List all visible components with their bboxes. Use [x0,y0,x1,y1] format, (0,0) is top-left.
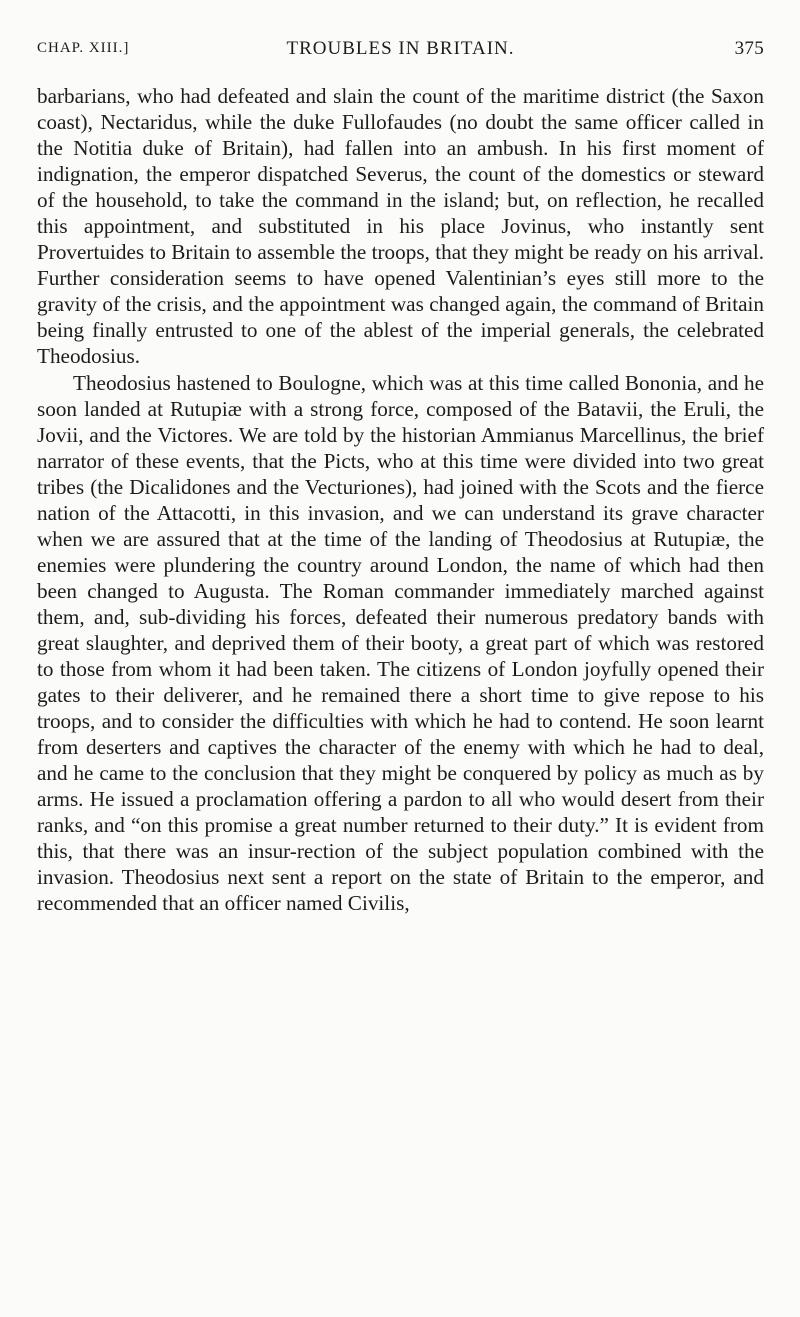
running-title: TROUBLES IN BRITAIN. [286,38,515,59]
paragraph: Theodosius hastened to Boulogne, which was at this time called Bononia, and he soon landed at Rutupiæ with a strong force, composed of the Batavii, the Eruli, the Jovii, and the Victores. We are told by the historian Ammianus Marcellinus, the brief narrator of these events, that the Picts, who at this time were divided into two great tribes (the Dicalidones and the Vecturiones), had joined with the Scots and the fierce nation of the Attacotti, in this invasion, and we can understand its grave character when we are assured that at the time of the landing of Theodosius at Rutupiæ, the enemies were plundering the country around London, the name of which had then been changed to Augusta. The Roman commander immediately marched against them, and, sub-dividing his forces, defeated their numerous predatory bands with great slaughter, and deprived them of their booty, a great part of which was restored to those from whom it had been taken. The citizens of London joyfully opened their gates to their deliverer, and he remained there a short time to give repose to his troops, and to consider the difficulties with which he had to contend. He soon learnt from deserters and captives the character of the enemy with which he had to deal, and he came to the conclusion that they might be conquered by policy as much as by arms. He issued a proclamation offering a pardon to all who would desert from their ranks, and “on this promise a great number returned to their duty.” It is evident from this, that there was an insur-rection of the subject population combined with the invasion. Theodosius next sent a report on the state of Britain to the emperor, and recommended that an officer named Civilis, [37,370,764,916]
paragraph-continued: barbarians, who had defeated and slain the count of the maritime district (the Saxon coast), Nectaridus, while the duke Fullofaudes (no doubt the same officer called in the Notitia duke of Britain), had fallen into an ambush. In his first moment of indignation, the emperor dispatched Severus, the count of the domestics or steward of the household, to take the command in the island; but, on reflection, he recalled this appointment, and substituted in his place Jovinus, who instantly sent Provertuides to Britain to assemble the troops, that they might be ready on his arrival. Further consideration seems to have opened Valentinian’s eyes still more to the gravity of the crisis, and the appointment was changed again, the command of Britain being finally entrusted to one of the ablest of the imperial generals, the celebrated Theodosius. [37,84,764,369]
body-text [37,83,764,917]
page-number: 375 [734,38,764,59]
running-head [37,38,764,66]
chapter-marker: CHAP. XIII.] [37,40,130,56]
